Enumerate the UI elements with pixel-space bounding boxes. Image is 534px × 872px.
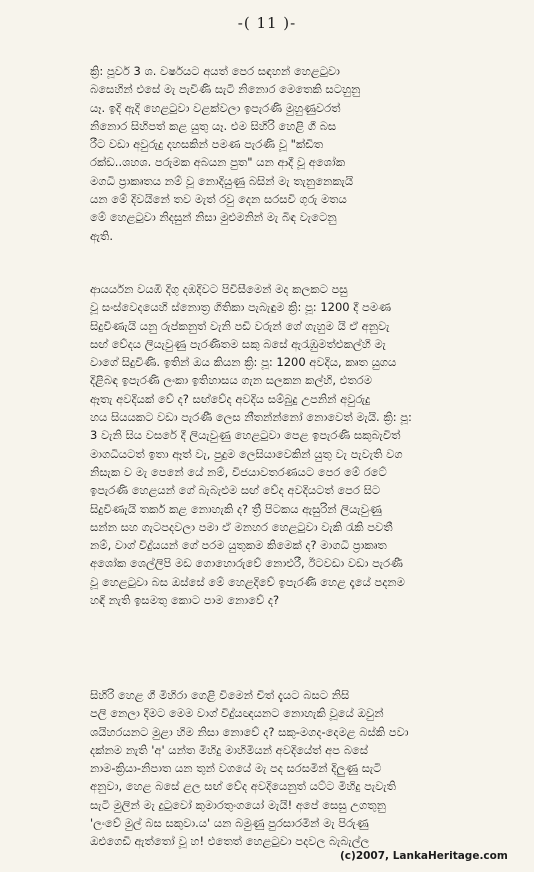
text-line: සන්න සහ ගැටපදවලා පමා ඒ මනහර හෙළටුවා වැකි රැකි පවතී xyxy=(90,519,393,534)
text-line: මාගධියටත් ඉතා ඈත් වැ, පුදුම ලෙසියාවෙකින් යුතු වැ පැවැති වග xyxy=(90,446,403,461)
text-line: ඉපැරණි හෙළයන් ගේ බැබැළුම සඟ් වේද අවදියටත් පෙර සිට xyxy=(90,483,381,498)
text-line: රක්ඩ..ශහශ. පරුමක අබයන පුත" යන ආදී වූ අශෝක xyxy=(90,155,346,170)
text-line: නිසැක ව මැ පෙනේ යේ නම්, විජයාවතරණයට පෙර මේ රටේ xyxy=(90,464,387,479)
text-line: නම්, වාග් විදු්‍යයන් ගේ පරම යුතුකම කිමෙක් ද? මාගධි ප්‍රාකෘත xyxy=(90,538,387,553)
text-line: සඟ් වේදය ලියැවුණු පැරණිතම සකු බසේ ඇරැඹුමත්‍එකල්හි මැ xyxy=(90,336,386,351)
text-line: යෑ. ඉදි ඇදි හෙළටුවා වළක්වලා ඉපැරණි මුහුණුවරත් xyxy=(90,100,341,115)
text-line: මගධි ප්‍රාකෘතය නම් වූ නොදියුණු බසින් මැ තැනුනෙකැයි xyxy=(90,173,354,188)
text-line: 3 වැනි සිය වසරේ දී ලියැවුණු හෙළටුවා පෙළ ඉපැරණි සකුබැවිත් xyxy=(90,428,401,443)
text-line: හඳි නැති ඉසමතු කොට පාම නොවේ ද? xyxy=(90,593,280,608)
text-line: නිනොර සිහිපත් කළ යුතු යෑ. එම සිහිරි හෙළි ගී බස xyxy=(90,118,337,133)
text-line: ශයිහරයනට මුළා හිම නිසා නොවේ ද? සකු-මගද-දෙමළ බස්කි පවා xyxy=(90,724,409,739)
paragraph-3 xyxy=(90,686,516,851)
copyright-notice: (c)2007, LankaHeritage.com xyxy=(340,850,508,862)
text-line: රීට වඩා අවුරුදු දහසකින් පමණ පැරණි වූ "ක්ඩිත xyxy=(90,137,324,152)
text-line: ඇති. xyxy=(90,228,113,243)
text-line: ආයර්යන වයඹි දිගු දඹදිවට පිවිසීමෙන් මද කලකට පසු xyxy=(90,282,348,296)
text-line: ඈතැ අවදියක් වේ ද? සඟ්වේද අවදිය සම්බුදු උපනින් අවුරුදු xyxy=(90,391,371,406)
text-line: අශෝක ශෙල්ලිපි මඩ ගොහොරුවේ නොඑරී, ඊටවඩා වඩා පැරණී xyxy=(90,556,403,571)
text-line: 'ලංවේ මුල් බස සකුවා.ය' යන බමුණු පුරසාරමින් මැ පිරුණු xyxy=(90,816,369,831)
text-line: හය සියයකට වඩා පැරණී ලෙස නීතන්න්නෝ නොවෙත් මැයි. ක්‍රි: පූ: xyxy=(90,410,412,425)
text-line: පලි නෙලා දිමට මෙම වාග් විදු්‍යඥයනට නොහැකි වූයේ ඔවුන් xyxy=(90,706,384,721)
text-line: සිදුවිණැයි යනු රුප්කනුත් වැනි පඩි වරුන් ගේ ගැහුම යි ඒ අනුවැ xyxy=(90,318,390,333)
text-line: වාගේ සිදුවිණි. ඉතින් ඔය කියන ක්‍රි: පූ: 1200 අවදිය, කෘත යුගය xyxy=(90,355,397,370)
text-line: සිහිරි හෙළ ගී මිහිරා ගෙළි විමෙන් චිත් දැයට බසට නිසි xyxy=(90,688,350,702)
text-line: දක්නම නැති 'අ' යන්ත මිහිදු මාහිමියන් අවදියේත් අප බසේ xyxy=(90,742,369,757)
text-line: යන මේ දිවයිනේ තව මැත් රවු දෙන සරසවි ගුරු මතය xyxy=(90,192,347,207)
text-line: සිදුවිණැයි තර්ක කළ නොහැකි ද? ත්‍රී පිටකය ඇසුරින් ලියැවුණු xyxy=(90,501,382,516)
text-line: සැටි මුලින් මැ දුටුවෝ කුමාරතුංගයෝ මැයි! අපේ සෙසු උගතුනු xyxy=(90,797,386,812)
page-number: -( 11 )- xyxy=(237,14,297,32)
text-line: නාම-ක්‍රියා-නිපාත යන තුන් වගයේ මැ පද සරසමින් දිලුණු සැටි xyxy=(90,761,382,776)
text-line: මේ හෙළටුවා නිදසුන් නිසා මුළුමනින් මැ බිඳ වැටෙනු xyxy=(90,210,337,225)
text-line: අනුවා, හෙළ බසේ ළල සඟ් වේද අවදියෙනුත් යට්ට මිහිදු පැවැති xyxy=(90,779,396,794)
text-line: දිළිබඳ ඉපැරණි ලංකා ඉතිහාසය ගැන සලකන කල්හි, එතරම xyxy=(90,373,372,388)
text-line: වූ හෙළටුවා බස ඔස්සේ මේ හෙළදිවේ ඉපැරණි හෙළ දෑයේ පදනම xyxy=(90,574,405,589)
paragraph-2 xyxy=(90,280,516,609)
paragraph-1 xyxy=(90,62,516,245)
text-line: වූ සංස්වෙදයෙහි ස්නොත්‍ර ගිතිකා පැබැඳුම ක්‍රි: පූ: 1200 දී පමණ xyxy=(90,300,391,315)
text-line: ඔළුගෙඩි ඇත්තෝ වූ හ! එතෙත් හෙළටුවා පදවල බැබැල්ල xyxy=(90,834,370,849)
text-line: බසෙහින් එසේ මැ පැවිණි සැටි නිනොර මෙතෙකි සටහුනු xyxy=(90,82,361,97)
text-line: ක්‍රි: පූර්ව 3 ශ. වර්ෂයට අයත් පෙර සඳහන් හෙළටුවා xyxy=(90,64,340,78)
